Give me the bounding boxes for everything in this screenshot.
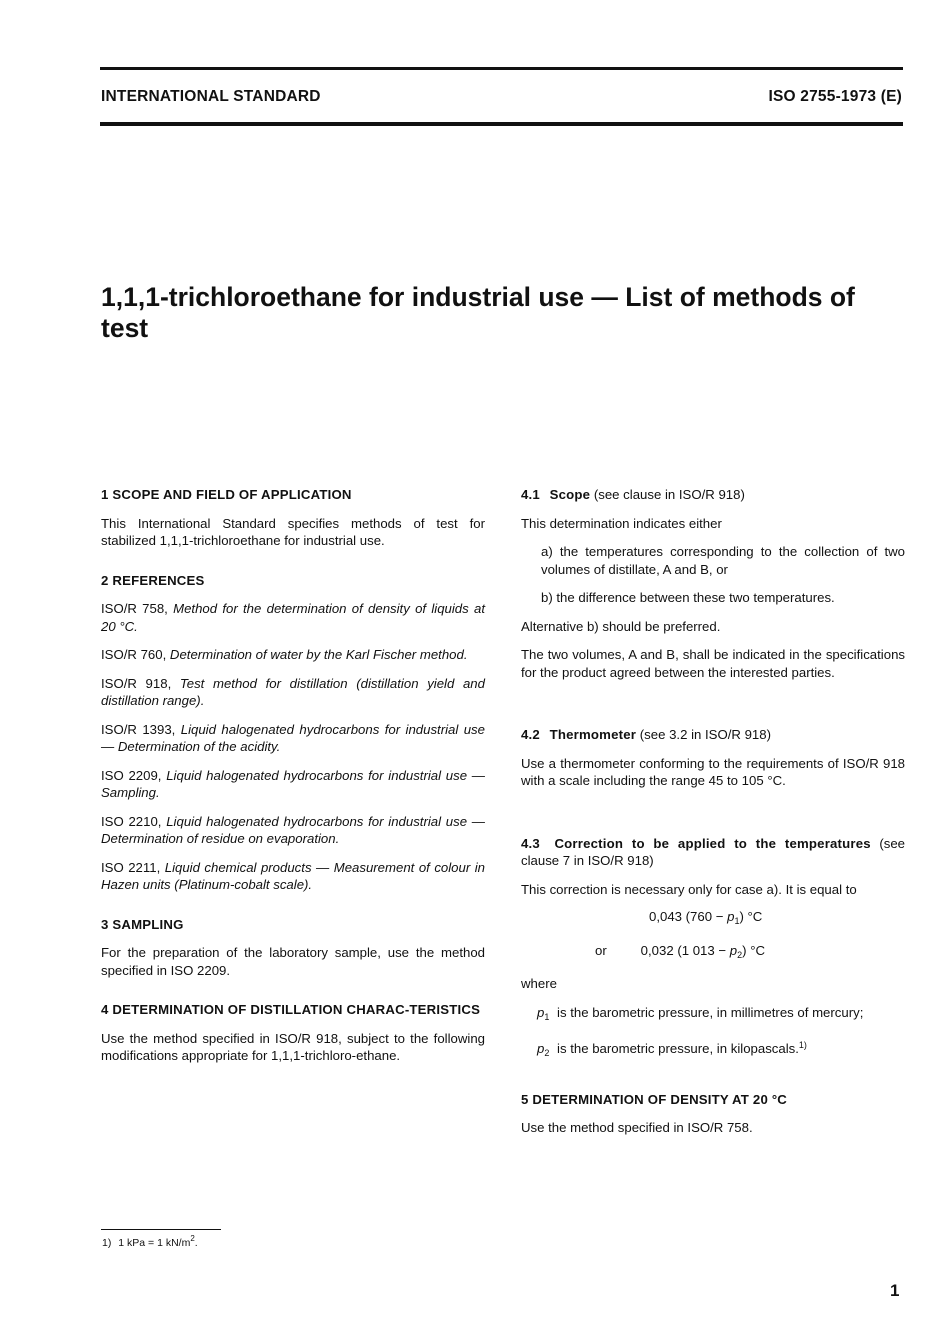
section-3-heading: 3 SAMPLING bbox=[101, 916, 184, 932]
where-label: where bbox=[521, 976, 557, 991]
section-5-text: Use the method specified in ISO/R 758. bbox=[521, 1120, 753, 1135]
formula-1-suffix: ) °C bbox=[739, 909, 763, 924]
reference-item bbox=[101, 646, 485, 664]
footnote-reference: 1) bbox=[798, 1040, 807, 1050]
volumes-note: The two volumes, A and B, shall be indicated in the specifications for the product agreed between the interested parties. bbox=[521, 647, 905, 680]
footnote-exponent: 2 bbox=[190, 1234, 195, 1243]
definition-text: is the barometric pressure, in millimetres of mercury; bbox=[557, 1004, 864, 1020]
formula-or: or bbox=[595, 942, 607, 958]
reference-id: ISO/R 760, bbox=[101, 647, 167, 662]
subsection-number: 4.3 bbox=[521, 835, 540, 851]
alternative-a: a) the temperatures corresponding to the collection of two volumes of distillate, A and B, or bbox=[541, 544, 905, 577]
subsection-number: 4.1 bbox=[521, 487, 540, 502]
formula-2-prefix: 0,032 (1 013 − bbox=[640, 942, 727, 958]
subsection-reference: (see 3.2 in ISO/R 918) bbox=[639, 727, 771, 742]
section-5-heading: 5 DETERMINATION OF DENSITY AT 20 °C bbox=[521, 1091, 788, 1107]
definition-subscript: 2 bbox=[544, 1048, 550, 1058]
formula-variable: p bbox=[727, 909, 735, 924]
section-1-text: This International Standard specifies methods of test for stabilized 1,1,1-trichloroethane for industrial use. bbox=[101, 515, 485, 548]
definition-variable: p bbox=[537, 1004, 545, 1020]
formula-2 bbox=[521, 942, 905, 965]
subsection-4-1-heading bbox=[521, 486, 905, 504]
footnote bbox=[102, 1234, 198, 1249]
reference-item bbox=[101, 721, 485, 756]
footnote-mark: 1) bbox=[102, 1237, 112, 1249]
variable-p2-definition bbox=[521, 1037, 905, 1063]
alternative-b: b) the difference between these two temperatures. bbox=[541, 590, 835, 605]
reference-id: ISO/R 918, bbox=[101, 675, 172, 691]
section-4-text: Use the method specified in ISO/R 918, subject to the following modifications appropriate for 1,1,1-trichloro-ethane. bbox=[101, 1030, 485, 1063]
footnote-text: 1 kPa = 1 kN/m bbox=[118, 1237, 191, 1249]
subsection-title: Correction to be applied to the temperatures bbox=[554, 835, 871, 851]
document-title: 1,1,1-trichloroethane for industrial use — List of methods of test bbox=[101, 282, 855, 343]
subsection-4-3-text: This correction is necessary only for case a). It is equal to bbox=[521, 881, 857, 897]
subsection-4-3-heading bbox=[521, 835, 905, 870]
section-1-heading: 1 SCOPE AND FIELD OF APPLICATION bbox=[101, 487, 352, 502]
header-bottom-rule bbox=[100, 122, 903, 126]
subsection-4-2-heading bbox=[521, 726, 905, 744]
footnote-rule bbox=[101, 1229, 221, 1230]
formula-1-prefix: 0,043 (760 − bbox=[649, 909, 724, 924]
header-standard-number: ISO 2755-1973 (E) bbox=[768, 88, 902, 105]
formula-2-suffix: ) °C bbox=[742, 942, 765, 958]
left-column bbox=[101, 486, 485, 1065]
definition-variable: p bbox=[537, 1041, 545, 1056]
reference-item bbox=[101, 767, 485, 802]
subsection-title: Scope bbox=[549, 487, 591, 502]
section-4-heading: 4 DETERMINATION OF DISTILLATION CHARAC-TERISTICS bbox=[101, 1002, 481, 1017]
reference-id: ISO/R 1393, bbox=[101, 721, 176, 737]
reference-title: Determination of water by the Karl Fischer method. bbox=[169, 647, 468, 662]
reference-title: Liquid halogenated hydrocarbons for industrial use — Determination of the acidity. bbox=[101, 721, 485, 754]
reference-id: ISO 2211, bbox=[101, 859, 161, 875]
reference-title: Liquid halogenated hydrocarbons for industrial use — Determination of residue on evaporation. bbox=[101, 813, 485, 846]
subsection-4-1-intro: This determination indicates either bbox=[521, 515, 722, 531]
subsection-4-2-text: Use a thermometer conforming to the requirements of ISO/R 918 with a scale including the range 45 to 105 °C. bbox=[521, 755, 905, 788]
subsection-reference: (see clause 7 in ISO/R 918) bbox=[521, 835, 905, 868]
subsection-number: 4.2 bbox=[521, 727, 540, 742]
reference-item bbox=[101, 675, 485, 710]
formula-subscript: 2 bbox=[737, 949, 743, 960]
subsection-reference: (see clause in ISO/R 918) bbox=[593, 487, 745, 502]
reference-id: ISO/R 758, bbox=[101, 601, 168, 616]
section-3-text: For the preparation of the laboratory sample, use the method specified in ISO 2209. bbox=[101, 945, 485, 978]
footnote-end: . bbox=[194, 1237, 198, 1249]
formula-1 bbox=[521, 908, 905, 931]
formula-subscript: 1 bbox=[734, 916, 740, 926]
formula-variable: p bbox=[729, 942, 738, 958]
variable-p1-definition bbox=[521, 1004, 905, 1027]
subsection-title: Thermometer bbox=[549, 727, 637, 742]
right-column bbox=[521, 486, 905, 1137]
reference-title: Liquid chemical products — Measurement of colour in Hazen units (Platinum-cobalt scale). bbox=[101, 859, 485, 892]
reference-item bbox=[101, 859, 485, 894]
reference-title: Test method for distillation (distillation yield and distillation range). bbox=[101, 675, 485, 708]
definition-text: is the barometric pressure, in kilopascals. bbox=[557, 1041, 799, 1056]
reference-item bbox=[101, 813, 485, 848]
reference-id: ISO 2209, bbox=[101, 767, 162, 783]
reference-id: ISO 2210, bbox=[101, 813, 162, 829]
preferred-alternative: Alternative b) should be preferred. bbox=[521, 618, 721, 634]
reference-item bbox=[101, 600, 485, 635]
page-number: 1 bbox=[890, 1281, 900, 1300]
top-rule bbox=[100, 67, 903, 70]
definition-subscript: 1 bbox=[544, 1011, 550, 1022]
header-standard-label: INTERNATIONAL STANDARD bbox=[101, 88, 321, 105]
reference-title: Liquid halogenated hydrocarbons for industrial use — Sampling. bbox=[101, 767, 485, 800]
reference-title: Method for the determination of density of liquids at 20 °C. bbox=[101, 601, 485, 634]
section-2-heading: 2 REFERENCES bbox=[101, 572, 205, 588]
